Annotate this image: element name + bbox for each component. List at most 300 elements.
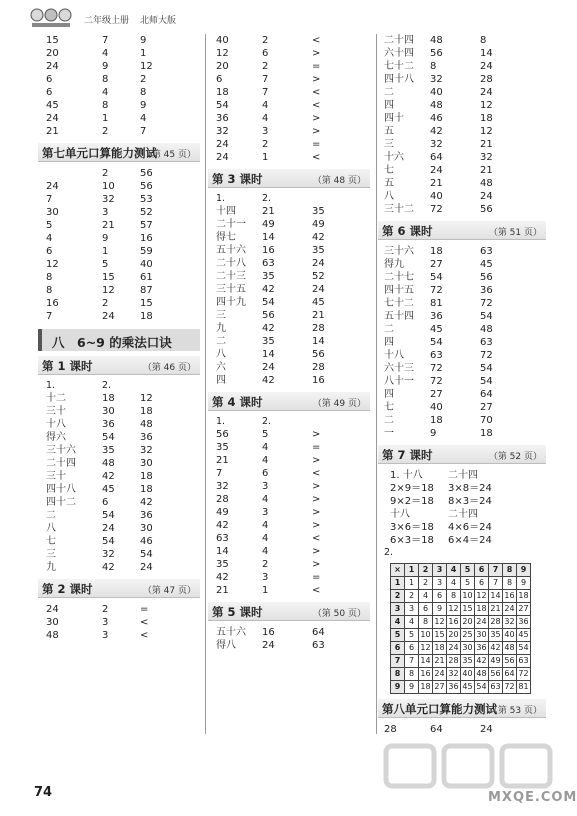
answer-row xyxy=(212,506,370,519)
answer-cell: 8 xyxy=(102,100,109,111)
answer-cell: 三 xyxy=(384,139,394,150)
equation-row xyxy=(382,469,546,482)
answer-row xyxy=(42,60,200,73)
answer-cell: 3 xyxy=(102,617,109,628)
answer-cell: 72 xyxy=(430,376,443,387)
answer-cell: 24 xyxy=(262,640,275,651)
answer-cell: 四十八 xyxy=(46,484,76,495)
answer-cell: 3 xyxy=(262,507,269,518)
answer-cell: 27 xyxy=(430,389,443,400)
answer-cell: 五十六 xyxy=(216,245,246,256)
multiplication-cell: 8 xyxy=(503,577,517,590)
multiplication-cell: 12 xyxy=(419,642,433,655)
answer-cell: 七 xyxy=(384,165,394,176)
multiplication-cell: 9 xyxy=(517,577,531,590)
answer-cell: > xyxy=(312,559,321,570)
answer-cell: 54 xyxy=(102,536,115,547)
answer-cell: 九 xyxy=(216,323,226,334)
multiplication-cell: 42 xyxy=(475,655,489,668)
answer-cell: 27 xyxy=(430,259,443,270)
answer-cell: 15 xyxy=(140,298,153,309)
answer-row xyxy=(382,73,546,86)
answer-cell: 28 xyxy=(384,724,397,735)
answer-cell: 8 xyxy=(46,285,53,296)
answer-row xyxy=(212,47,370,60)
question-labels xyxy=(382,547,546,559)
answer-cell: 2 xyxy=(262,139,269,150)
answer-cell: 4 xyxy=(262,455,269,466)
answer-column-2 xyxy=(212,34,370,652)
answer-row xyxy=(212,125,370,138)
answer-cell: 32 xyxy=(102,194,115,205)
unit8-test-header xyxy=(378,699,546,718)
answer-row xyxy=(42,457,200,470)
answer-cell: 4 xyxy=(102,87,109,98)
answer-cell: 18 xyxy=(480,428,493,439)
answer-cell: 32 xyxy=(430,139,443,150)
answer-cell: 24 xyxy=(430,165,443,176)
answer-row xyxy=(212,151,370,164)
multiplication-row xyxy=(391,577,531,590)
answer-cell: 21 xyxy=(480,139,493,150)
answer-cell: 24 xyxy=(312,284,325,295)
answer-block-lesson1 xyxy=(42,392,200,574)
answer-cell: 八 xyxy=(384,191,394,202)
answer-cell: 72 xyxy=(430,363,443,374)
multiplication-cell: 14 xyxy=(489,590,503,603)
section-page: （第 47 页） xyxy=(142,586,196,596)
answer-cell: 十六 xyxy=(384,152,404,163)
answer-block-lesson5 xyxy=(212,626,370,652)
multiplication-cell: 12 xyxy=(475,590,489,603)
answer-row xyxy=(42,232,200,245)
answer-cell: 二十四 xyxy=(384,35,414,46)
multiplication-cell: 21 xyxy=(433,655,447,668)
answer-cell: 1 xyxy=(262,585,269,596)
answer-cell: > xyxy=(312,520,321,531)
question-label: 2. xyxy=(102,380,112,391)
answer-row xyxy=(382,86,546,99)
header-edition: 北师大版 xyxy=(140,16,177,26)
column-divider-1 xyxy=(205,34,206,734)
answer-cell: 9 xyxy=(430,428,437,439)
answer-cell: 16 xyxy=(140,233,153,244)
multiplication-cell: 6 xyxy=(391,642,405,655)
answer-cell: 五 xyxy=(384,126,394,137)
answer-cell: 24 xyxy=(46,181,59,192)
section-title: 第 6 课时 xyxy=(382,224,433,238)
answer-cell: 8 xyxy=(430,61,437,72)
multiplication-cell: 21 xyxy=(489,603,503,616)
answer-cell: 3 xyxy=(262,572,269,583)
multiplication-cell: 9 xyxy=(405,681,419,694)
answer-row xyxy=(382,177,546,190)
multiplication-cell: 15 xyxy=(461,603,475,616)
answer-cell: 40 xyxy=(216,35,229,46)
answer-cell: = xyxy=(312,61,321,72)
multiplication-cell: 36 xyxy=(447,681,461,694)
answer-row xyxy=(382,164,546,177)
multiplication-cell: 54 xyxy=(475,681,489,694)
multiplication-cell: 3 xyxy=(433,564,447,577)
answer-cell: 48 xyxy=(430,100,443,111)
section-title: 第 7 课时 xyxy=(382,448,433,462)
multiplication-cell: 42 xyxy=(489,642,503,655)
answer-cell: 2 xyxy=(102,126,109,137)
question-label: 2. xyxy=(262,193,272,204)
equation-cell: 二十四 xyxy=(448,470,478,481)
answer-cell: 7 xyxy=(46,194,53,205)
answer-row xyxy=(42,206,200,219)
answer-cell: 30 xyxy=(102,406,115,417)
answer-cell: < xyxy=(140,630,149,641)
multiplication-cell: 54 xyxy=(517,642,531,655)
answer-cell: 16 xyxy=(262,245,275,256)
answer-cell: 42 xyxy=(262,284,275,295)
multiplication-cell: 45 xyxy=(517,629,531,642)
answer-cell: 4 xyxy=(262,113,269,124)
multiplication-cell: 35 xyxy=(461,655,475,668)
answer-cell: 12 xyxy=(140,393,153,404)
answer-cell: 49 xyxy=(216,507,229,518)
answer-cell: 57 xyxy=(140,220,153,231)
answer-cell: 63 xyxy=(480,337,493,348)
multiplication-cell: 20 xyxy=(461,616,475,629)
answer-cell: 1 xyxy=(102,113,109,124)
multiplication-cell: 7 xyxy=(489,577,503,590)
answer-cell: 四十八 xyxy=(384,74,414,85)
answer-row xyxy=(382,323,546,336)
answer-cell: 42 xyxy=(216,520,229,531)
answer-cell: 87 xyxy=(140,285,153,296)
answer-cell: < xyxy=(312,585,321,596)
answer-cell: 42 xyxy=(140,497,153,508)
multiplication-row xyxy=(391,629,531,642)
question-label: 1. xyxy=(46,380,56,391)
answer-row xyxy=(42,431,200,444)
answer-cell: 9 xyxy=(140,100,147,111)
lesson4-header xyxy=(208,392,370,411)
answer-cell: 53 xyxy=(140,194,153,205)
answer-cell: 24 xyxy=(480,724,493,735)
answer-cell: 12 xyxy=(216,48,229,59)
answer-row xyxy=(382,258,546,271)
header-book: 二年级上册 xyxy=(84,16,130,26)
answer-cell: 30 xyxy=(140,523,153,534)
answer-row xyxy=(212,112,370,125)
answer-cell: 35 xyxy=(312,245,325,256)
answer-cell: 54 xyxy=(430,272,443,283)
answer-cell: 30 xyxy=(140,458,153,469)
answer-cell: 42 xyxy=(430,126,443,137)
answer-cell: 9 xyxy=(102,61,109,72)
answer-cell: 三 xyxy=(46,549,56,560)
answer-cell: 35 xyxy=(216,559,229,570)
answer-cell: 四十二 xyxy=(46,497,76,508)
answer-row xyxy=(382,284,546,297)
answer-cell: 18 xyxy=(216,87,229,98)
multiplication-cell: 27 xyxy=(517,603,531,616)
equation-cell: 8×3＝24 xyxy=(448,496,492,507)
lesson7-header xyxy=(378,445,546,464)
brand-logo-icon xyxy=(30,6,72,30)
multiplication-cell: 4 xyxy=(405,616,419,629)
answer-row xyxy=(212,270,370,283)
answer-row xyxy=(42,522,200,535)
answer-row xyxy=(42,125,200,138)
multiplication-cell: 49 xyxy=(489,655,503,668)
answer-cell: 6 xyxy=(46,87,53,98)
multiplication-row xyxy=(391,564,531,577)
answer-cell: 三十五 xyxy=(216,284,246,295)
answer-cell: 三十六 xyxy=(46,445,76,456)
answer-cell: 二十四 xyxy=(46,458,76,469)
answer-cell: 72 xyxy=(430,204,443,215)
answer-cell: 7 xyxy=(262,74,269,85)
multiplication-row xyxy=(391,642,531,655)
question-label: 2. xyxy=(262,416,272,427)
multiplication-cell: 72 xyxy=(517,668,531,681)
answer-cell: 49 xyxy=(262,219,275,230)
answer-row xyxy=(42,418,200,431)
equation-cell: 二十四 xyxy=(448,509,478,520)
multiplication-cell: 24 xyxy=(475,616,489,629)
multiplication-cell: 32 xyxy=(447,668,461,681)
answer-row xyxy=(212,34,370,47)
answer-cell: < xyxy=(312,152,321,163)
answer-row xyxy=(212,558,370,571)
answer-cell: 32 xyxy=(140,445,153,456)
multiplication-cell: 2 xyxy=(405,590,419,603)
answer-cell: 32 xyxy=(480,152,493,163)
multiplication-cell: 16 xyxy=(503,590,517,603)
answer-row xyxy=(42,496,200,509)
answer-cell: 2 xyxy=(262,61,269,72)
answer-row xyxy=(382,388,546,401)
multiplication-cell: 12 xyxy=(433,616,447,629)
answer-row xyxy=(382,125,546,138)
equation-cell: 1. 十八 xyxy=(390,470,423,481)
answer-cell: 6 xyxy=(216,74,223,85)
answer-row xyxy=(382,349,546,362)
answer-cell: 4 xyxy=(102,48,109,59)
answer-row xyxy=(212,532,370,545)
answer-row xyxy=(382,99,546,112)
answer-cell: 64 xyxy=(312,627,325,638)
multiplication-cell: 18 xyxy=(433,642,447,655)
answer-cell: 46 xyxy=(140,536,153,547)
multiplication-cell: 8 xyxy=(503,564,517,577)
answer-cell: 24 xyxy=(312,258,325,269)
answer-row xyxy=(212,626,370,639)
multiplication-cell: 56 xyxy=(503,655,517,668)
answer-row xyxy=(382,401,546,414)
answer-cell: 9 xyxy=(102,233,109,244)
answer-cell: 6 xyxy=(102,497,109,508)
answer-cell: 36 xyxy=(216,113,229,124)
section-title: 第八单元口算能力测试 xyxy=(382,702,497,716)
answer-cell: 三十 xyxy=(46,406,66,417)
answer-cell: 24 xyxy=(140,562,153,573)
multiplication-cell: 1 xyxy=(405,564,419,577)
section-title: 第 3 课时 xyxy=(212,172,263,186)
section-title: 第 4 课时 xyxy=(212,395,263,409)
answer-cell: 64 xyxy=(430,152,443,163)
multiplication-row xyxy=(391,681,531,694)
answer-row xyxy=(42,47,200,60)
answer-row xyxy=(42,616,200,629)
section-page: （第 51 页） xyxy=(488,228,542,238)
multiplication-cell: 7 xyxy=(405,655,419,668)
answer-cell: 16 xyxy=(262,627,275,638)
answer-row xyxy=(42,310,200,323)
answer-cell: 35 xyxy=(262,271,275,282)
multiplication-cell: 8 xyxy=(405,668,419,681)
answer-cell: > xyxy=(312,455,321,466)
answer-cell: 18 xyxy=(140,311,153,322)
answer-cell: 14 xyxy=(262,232,275,243)
answer-cell: 63 xyxy=(216,533,229,544)
multiplication-row xyxy=(391,616,531,629)
answer-cell: 3 xyxy=(262,126,269,137)
answer-cell: 16 xyxy=(46,298,59,309)
answer-cell: 30 xyxy=(46,617,59,628)
answer-cell: 21 xyxy=(216,585,229,596)
answer-cell: 六十四 xyxy=(384,48,414,59)
multiplication-cell: 18 xyxy=(517,590,531,603)
answer-row xyxy=(212,322,370,335)
answer-row xyxy=(212,86,370,99)
answer-cell: 4 xyxy=(140,113,147,124)
answer-block-lesson2 xyxy=(42,603,200,642)
section-title: 第 5 课时 xyxy=(212,605,263,619)
answer-cell: 54 xyxy=(216,100,229,111)
multiplication-cell: 35 xyxy=(489,629,503,642)
answer-cell: 42 xyxy=(216,572,229,583)
answer-cell: 一 xyxy=(384,428,394,439)
answer-row xyxy=(42,284,200,297)
answer-cell: > xyxy=(312,494,321,505)
answer-cell: 2 xyxy=(102,604,109,615)
answer-cell: 18 xyxy=(140,484,153,495)
answer-cell: 40 xyxy=(430,402,443,413)
answer-cell: 54 xyxy=(480,311,493,322)
answer-cell: 十八 xyxy=(46,419,66,430)
answer-cell: 14 xyxy=(480,48,493,59)
answer-cell: 45 xyxy=(430,324,443,335)
answer-cell: 40 xyxy=(430,87,443,98)
section-page: （第 49 页） xyxy=(312,399,366,409)
multiplication-cell: 56 xyxy=(489,668,503,681)
answer-row xyxy=(212,218,370,231)
equation-cell: 4×6＝24 xyxy=(448,522,492,533)
multiplication-cell: 15 xyxy=(433,629,447,642)
answer-cell: 70 xyxy=(480,415,493,426)
equation-cell: 2×9＝18 xyxy=(390,483,434,494)
answer-cell: 40 xyxy=(430,191,443,202)
answer-cell: 63 xyxy=(430,350,443,361)
answer-cell: 56 xyxy=(216,429,229,440)
answer-cell: 27 xyxy=(480,402,493,413)
answer-cell: 42 xyxy=(262,375,275,386)
answer-cell: 七十二 xyxy=(384,61,414,72)
multiplication-cell: 36 xyxy=(517,616,531,629)
answer-cell: 3 xyxy=(102,207,109,218)
multiplication-cell: 6 xyxy=(433,590,447,603)
answer-cell: 14 xyxy=(262,349,275,360)
answer-cell: 12 xyxy=(46,259,59,270)
equation-row xyxy=(382,521,546,534)
answer-cell: 21 xyxy=(312,310,325,321)
answer-column-1 xyxy=(42,34,200,642)
answer-row xyxy=(212,296,370,309)
multiplication-row xyxy=(391,655,531,668)
answer-cell: 30 xyxy=(46,207,59,218)
answer-cell: 6 xyxy=(262,468,269,479)
answer-cell: 72 xyxy=(480,298,493,309)
answer-cell: 21 xyxy=(262,206,275,217)
answer-cell: 二 xyxy=(384,324,394,335)
answer-row xyxy=(42,535,200,548)
multiplication-cell: 5 xyxy=(391,629,405,642)
answer-row xyxy=(212,73,370,86)
answer-cell: > xyxy=(312,113,321,124)
multiplication-cell: 2 xyxy=(419,577,433,590)
answer-cell: 42 xyxy=(102,562,115,573)
answer-cell: 四 xyxy=(384,337,394,348)
answer-row xyxy=(212,283,370,296)
answer-cell: 54 xyxy=(102,510,115,521)
answer-cell: 8 xyxy=(140,87,147,98)
equation-cell: 9×2＝18 xyxy=(390,496,434,507)
answer-cell: 八 xyxy=(216,349,226,360)
answer-cell: 72 xyxy=(480,350,493,361)
answer-cell: 七 xyxy=(384,402,394,413)
question-labels xyxy=(42,380,200,392)
answer-cell: 4 xyxy=(262,520,269,531)
answer-block-unit7 xyxy=(42,167,200,323)
answer-cell: 2 xyxy=(102,298,109,309)
answer-cell: 48 xyxy=(46,630,59,641)
equation-cell: 6×3＝18 xyxy=(390,535,434,546)
equation-cell: 6×4＝24 xyxy=(448,535,492,546)
answer-cell: 32 xyxy=(216,126,229,137)
answer-cell: 24 xyxy=(216,152,229,163)
multiplication-cell: 6 xyxy=(405,642,419,655)
answer-cell: 56 xyxy=(140,168,153,179)
multiplication-cell: 9 xyxy=(517,564,531,577)
answer-row xyxy=(42,561,200,574)
answer-row xyxy=(382,414,546,427)
multiplication-cell: × xyxy=(391,564,405,577)
answer-cell: 21 xyxy=(46,126,59,137)
answer-cell: 得七 xyxy=(216,232,236,243)
multiplication-row xyxy=(391,668,531,681)
answer-cell: 59 xyxy=(140,246,153,257)
answer-cell: 32 xyxy=(216,481,229,492)
multiplication-cell: 81 xyxy=(517,681,531,694)
answer-cell: 十八 xyxy=(384,350,404,361)
answer-cell: 63 xyxy=(480,246,493,257)
answer-cell: 8 xyxy=(480,35,487,46)
answer-cell: 二十八 xyxy=(216,258,246,269)
answer-row xyxy=(42,271,200,284)
answer-row xyxy=(382,190,546,203)
answer-cell: 28 xyxy=(216,494,229,505)
multiplication-cell: 48 xyxy=(503,642,517,655)
answer-cell: 46 xyxy=(430,113,443,124)
answer-cell: 40 xyxy=(140,259,153,270)
